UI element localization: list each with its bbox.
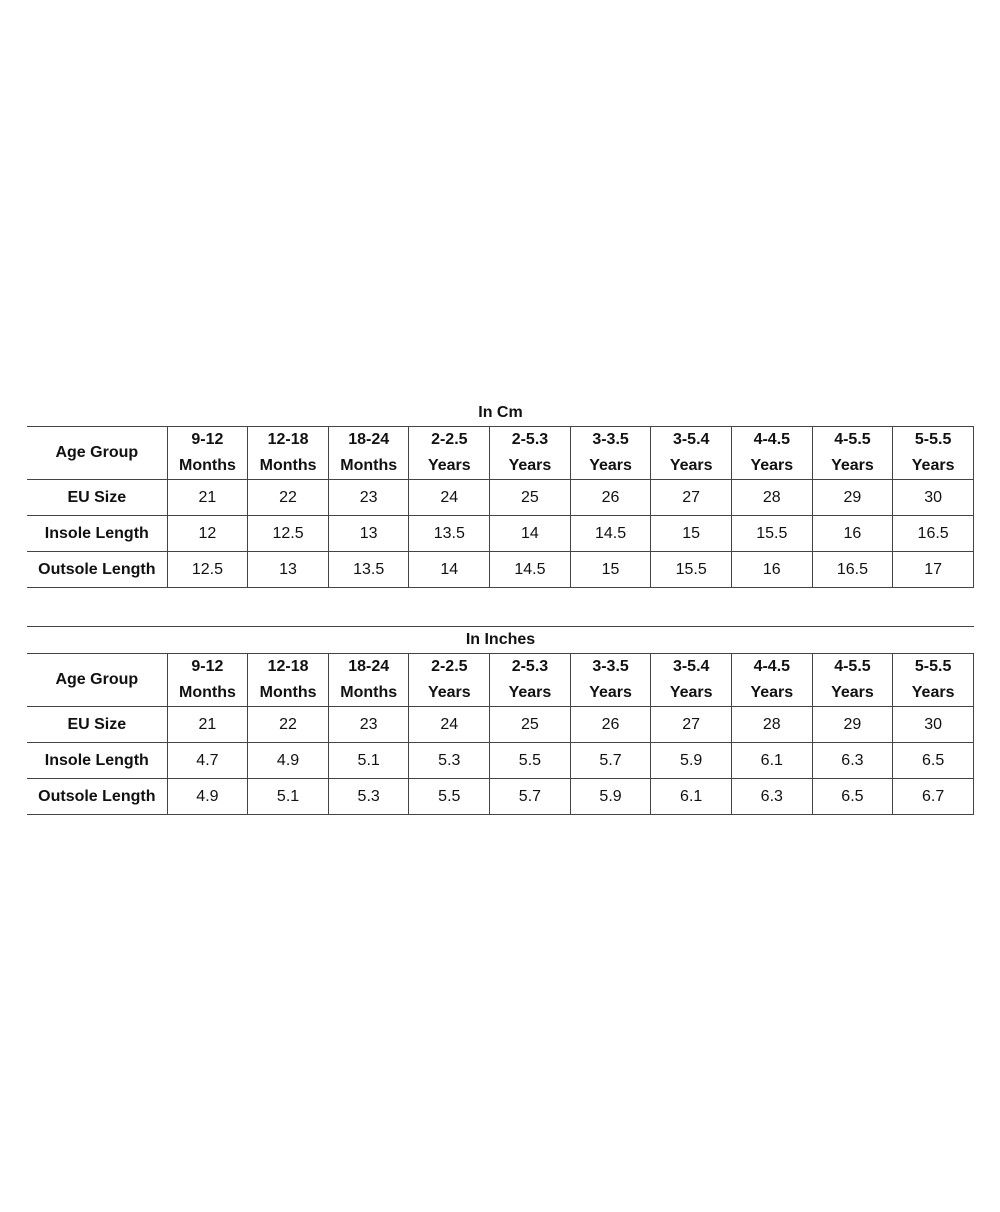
age-range-cell: 2-5.3 xyxy=(490,427,571,454)
eu-size-cell: 29 xyxy=(812,707,893,743)
outsole-length-cell: 13.5 xyxy=(328,552,409,588)
table-caption: In Inches xyxy=(465,631,536,648)
outsole-length-cell: 12.5 xyxy=(167,552,248,588)
outsole-length-cell: 13 xyxy=(248,552,329,588)
insole-length-cell: 5.7 xyxy=(570,743,651,779)
age-unit-cell: Years xyxy=(893,453,974,480)
age-unit-cell: Years xyxy=(490,680,571,707)
outsole-length-row xyxy=(27,779,974,815)
insole-length-cell: 16.5 xyxy=(893,516,974,552)
row-label-outsole-length: Outsole Length xyxy=(27,779,167,815)
eu-size-cell: 23 xyxy=(328,707,409,743)
eu-size-cell: 21 xyxy=(167,480,248,516)
age-group-row xyxy=(27,427,974,454)
age-unit-cell: Years xyxy=(893,680,974,707)
age-range-cell: 3-5.4 xyxy=(651,427,732,454)
insole-length-cell: 15 xyxy=(651,516,732,552)
age-range-cell: 2-5.3 xyxy=(490,654,571,681)
size-chart-cm xyxy=(27,400,974,588)
outsole-length-cell: 15.5 xyxy=(651,552,732,588)
age-unit-cell: Months xyxy=(328,680,409,707)
row-label-eu-size: EU Size xyxy=(27,480,167,516)
age-unit-cell: Years xyxy=(812,453,893,480)
outsole-length-cell: 5.9 xyxy=(570,779,651,815)
age-group-row xyxy=(27,654,974,681)
age-unit-cell: Years xyxy=(570,680,651,707)
size-table xyxy=(27,653,974,815)
age-range-cell: 3-3.5 xyxy=(570,427,651,454)
age-unit-cell: Years xyxy=(651,680,732,707)
age-range-cell: 4-5.5 xyxy=(812,654,893,681)
age-unit-row xyxy=(27,680,974,707)
eu-size-cell: 26 xyxy=(570,480,651,516)
table-caption: In Cm xyxy=(478,404,523,421)
eu-size-cell: 28 xyxy=(731,480,812,516)
age-range-cell: 12-18 xyxy=(248,427,329,454)
eu-size-row xyxy=(27,707,974,743)
outsole-length-cell: 5.7 xyxy=(490,779,571,815)
age-range-cell: 9-12 xyxy=(167,427,248,454)
eu-size-cell: 30 xyxy=(893,480,974,516)
outsole-length-cell: 6.7 xyxy=(893,779,974,815)
insole-length-cell: 4.9 xyxy=(248,743,329,779)
outsole-length-cell: 6.5 xyxy=(812,779,893,815)
row-label-outsole-length: Outsole Length xyxy=(27,552,167,588)
row-label-insole-length: Insole Length xyxy=(27,743,167,779)
age-unit-cell: Years xyxy=(570,453,651,480)
age-unit-row xyxy=(27,453,974,480)
insole-length-cell: 14.5 xyxy=(570,516,651,552)
outsole-length-cell: 6.1 xyxy=(651,779,732,815)
insole-length-cell: 14 xyxy=(490,516,571,552)
age-unit-cell: Years xyxy=(731,680,812,707)
outsole-length-cell: 5.3 xyxy=(328,779,409,815)
outsole-length-cell: 16 xyxy=(731,552,812,588)
eu-size-cell: 24 xyxy=(409,707,490,743)
outsole-length-cell: 14 xyxy=(409,552,490,588)
age-range-cell: 9-12 xyxy=(167,654,248,681)
age-range-cell: 2-2.5 xyxy=(409,427,490,454)
age-unit-cell: Months xyxy=(328,453,409,480)
outsole-length-cell: 15 xyxy=(570,552,651,588)
eu-size-cell: 25 xyxy=(490,480,571,516)
age-unit-cell: Years xyxy=(409,453,490,480)
age-unit-cell: Years xyxy=(812,680,893,707)
outsole-length-cell: 5.1 xyxy=(248,779,329,815)
row-label-age-group: Age Group xyxy=(27,654,167,707)
age-unit-cell: Months xyxy=(167,680,248,707)
insole-length-cell: 5.3 xyxy=(409,743,490,779)
eu-size-cell: 30 xyxy=(893,707,974,743)
eu-size-cell: 28 xyxy=(731,707,812,743)
insole-length-row xyxy=(27,516,974,552)
eu-size-cell: 24 xyxy=(409,480,490,516)
insole-length-cell: 6.5 xyxy=(893,743,974,779)
eu-size-cell: 27 xyxy=(651,480,732,516)
insole-length-cell: 12.5 xyxy=(248,516,329,552)
size-chart-inches xyxy=(27,626,974,815)
age-unit-cell: Months xyxy=(248,680,329,707)
row-label-eu-size: EU Size xyxy=(27,707,167,743)
insole-length-row xyxy=(27,743,974,779)
age-range-cell: 18-24 xyxy=(328,654,409,681)
insole-length-cell: 5.1 xyxy=(328,743,409,779)
outsole-length-cell: 16.5 xyxy=(812,552,893,588)
size-table xyxy=(27,426,974,588)
age-range-cell: 4-4.5 xyxy=(731,654,812,681)
age-unit-cell: Years xyxy=(731,453,812,480)
eu-size-cell: 26 xyxy=(570,707,651,743)
row-label-age-group: Age Group xyxy=(27,427,167,480)
eu-size-cell: 21 xyxy=(167,707,248,743)
eu-size-row xyxy=(27,480,974,516)
eu-size-cell: 22 xyxy=(248,707,329,743)
insole-length-cell: 13 xyxy=(328,516,409,552)
age-range-cell: 12-18 xyxy=(248,654,329,681)
age-range-cell: 5-5.5 xyxy=(893,654,974,681)
insole-length-cell: 5.9 xyxy=(651,743,732,779)
eu-size-cell: 23 xyxy=(328,480,409,516)
insole-length-cell: 5.5 xyxy=(490,743,571,779)
insole-length-cell: 12 xyxy=(167,516,248,552)
age-unit-cell: Months xyxy=(167,453,248,480)
age-range-cell: 4-5.5 xyxy=(812,427,893,454)
age-unit-cell: Years xyxy=(651,453,732,480)
insole-length-cell: 13.5 xyxy=(409,516,490,552)
eu-size-cell: 25 xyxy=(490,707,571,743)
insole-length-cell: 6.3 xyxy=(812,743,893,779)
eu-size-cell: 22 xyxy=(248,480,329,516)
outsole-length-row xyxy=(27,552,974,588)
outsole-length-cell: 17 xyxy=(893,552,974,588)
eu-size-cell: 29 xyxy=(812,480,893,516)
insole-length-cell: 15.5 xyxy=(731,516,812,552)
age-range-cell: 5-5.5 xyxy=(893,427,974,454)
age-range-cell: 18-24 xyxy=(328,427,409,454)
outsole-length-cell: 4.9 xyxy=(167,779,248,815)
age-range-cell: 2-2.5 xyxy=(409,654,490,681)
insole-length-cell: 4.7 xyxy=(167,743,248,779)
age-unit-cell: Years xyxy=(490,453,571,480)
outsole-length-cell: 6.3 xyxy=(731,779,812,815)
age-unit-cell: Years xyxy=(409,680,490,707)
age-range-cell: 4-4.5 xyxy=(731,427,812,454)
row-label-insole-length: Insole Length xyxy=(27,516,167,552)
outsole-length-cell: 14.5 xyxy=(490,552,571,588)
eu-size-cell: 27 xyxy=(651,707,732,743)
insole-length-cell: 6.1 xyxy=(731,743,812,779)
outsole-length-cell: 5.5 xyxy=(409,779,490,815)
age-range-cell: 3-3.5 xyxy=(570,654,651,681)
age-range-cell: 3-5.4 xyxy=(651,654,732,681)
age-unit-cell: Months xyxy=(248,453,329,480)
insole-length-cell: 16 xyxy=(812,516,893,552)
